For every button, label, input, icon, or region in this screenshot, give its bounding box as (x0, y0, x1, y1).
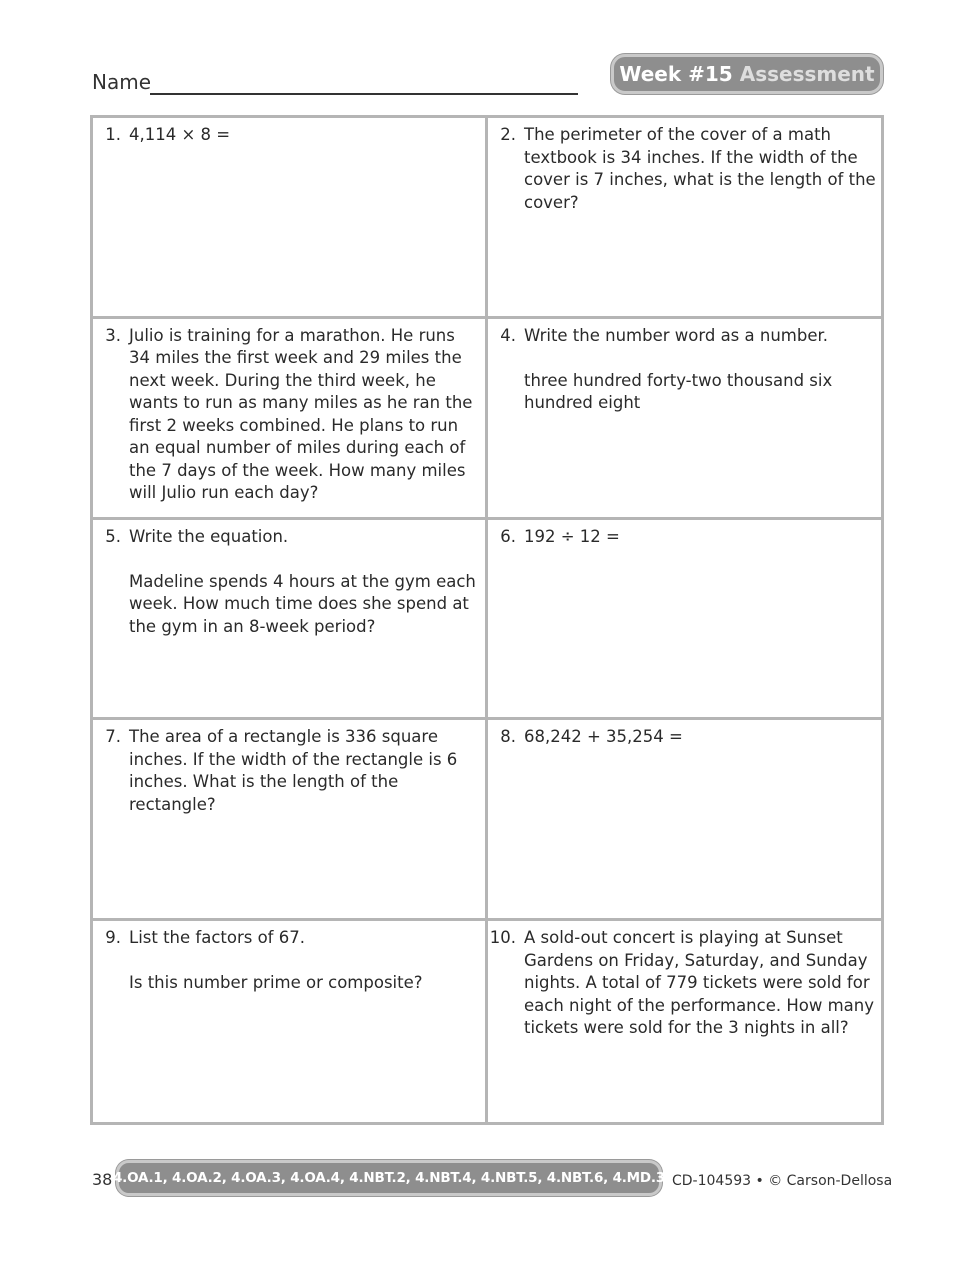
question-number: 6. (500, 526, 516, 546)
question-text (524, 726, 877, 749)
question-text (524, 927, 877, 1040)
question-number: 1. (105, 125, 121, 144)
question-paragraph: 192 ÷ 12 = (524, 526, 620, 546)
question-cell-8[interactable] (488, 720, 881, 921)
copyright-text: CD-104593 • © Carson-Dellosa (672, 1173, 893, 1189)
question-cell-9[interactable] (93, 921, 488, 1122)
question-cell-10[interactable] (488, 921, 881, 1122)
name-label: Name (92, 70, 152, 94)
question-text (524, 124, 877, 214)
question-paragraph: Write the number word as a number. (524, 325, 829, 345)
question-paragraph: Write the equation. (129, 526, 289, 546)
question-paragraph: Madeline spends 4 hours at the gym each week. How much time does she spend at the gym in an 8-week period? (129, 571, 476, 636)
question-number: 7. (105, 727, 121, 747)
question-cell-3[interactable] (93, 319, 488, 520)
question-cell-5[interactable] (93, 520, 488, 721)
question-number: 5. (105, 526, 121, 546)
page-number: 38 (92, 1170, 113, 1189)
question-text (129, 124, 481, 147)
question-text (129, 927, 481, 995)
question-paragraph: 68,242 + 35,254 = (524, 727, 683, 747)
assessment-label: Assessment (739, 62, 875, 86)
question-paragraph: 4,114 × 8 = (129, 125, 231, 144)
question-paragraph: The perimeter of the cover of a math textbook is 34 inches. If the width of the cover is 7 inches, what is the length of the cover? (524, 125, 876, 212)
question-text (129, 726, 481, 816)
question-text (524, 325, 877, 415)
week-number: Week #15 (619, 62, 733, 86)
question-paragraph: A sold-out concert is playing at Sunset Gardens on Friday, Saturday, and Sunday nights. A total of 779 tickets were sold for each night of the performance. How many tickets were sold for the 3 nights in all? (524, 928, 875, 1038)
question-number: 9. (105, 928, 121, 948)
question-number: 4. (500, 325, 516, 345)
question-text (129, 526, 481, 639)
question-cell-6[interactable] (488, 520, 881, 721)
question-cell-2[interactable] (488, 118, 881, 319)
question-number: 3. (105, 325, 121, 345)
standards-badge: 4.OA.1, 4.OA.2, 4.OA.3, 4.OA.4, 4.NBT.2, 4.NBT.4, 4.NBT.5, 4.NBT.6, 4.MD.3 (116, 1160, 662, 1196)
question-cell-1[interactable] (93, 118, 488, 319)
question-text (129, 325, 481, 505)
question-cell-4[interactable] (488, 319, 881, 520)
question-paragraph: The area of a rectangle is 336 square inches. If the width of the rectangle is 6 inches. What is the length of the rectangle? (129, 727, 458, 814)
question-text (524, 526, 877, 549)
name-write-line[interactable] (150, 93, 578, 95)
question-cell-7[interactable] (93, 720, 488, 921)
question-paragraph: Is this number prime or composite? (129, 973, 423, 993)
question-number: 10. (489, 928, 516, 948)
question-grid (90, 115, 884, 1125)
week-badge (611, 54, 883, 94)
question-paragraph: List the factors of 67. (129, 928, 305, 948)
question-paragraph: Julio is training for a marathon. He runs 34 miles the first week and 29 miles the next week. During the third week, he wants to run as many miles as he ran the first 2 weeks combined. He plans to run an equal number of miles during each of the 7 days of the week. How many miles will Julio run each day? (129, 325, 473, 503)
question-number: 8. (500, 727, 516, 747)
question-number: 2. (500, 125, 516, 144)
question-paragraph: three hundred forty-two thousand six hundred eight (524, 370, 833, 413)
